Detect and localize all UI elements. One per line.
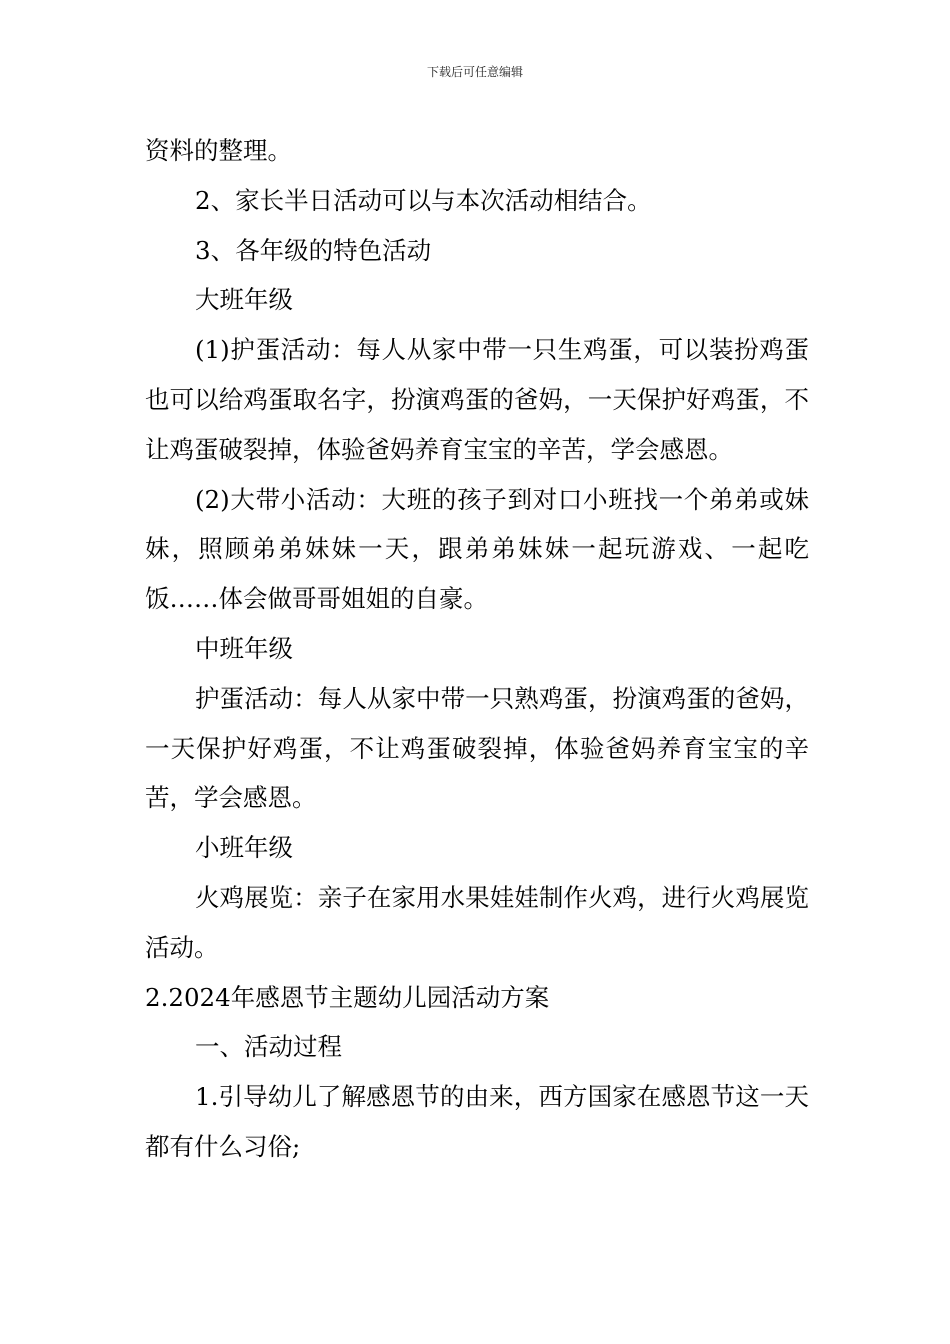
paragraph: 3、各年级的特色活动 <box>195 235 432 265</box>
paragraph: 资料的整理。 <box>145 136 292 165</box>
paragraph: (2)大带小活动：大班的孩子到对口小班找一个弟弟或妹妹，照顾弟弟妹妹一天，跟弟弟妹妹一起玩游戏、一起吃饭……体会做哥哥姐姐的自豪。 <box>145 484 809 614</box>
section-heading: 大班年级 <box>195 285 293 315</box>
paragraph: 护蛋活动：每人从家中带一只熟鸡蛋，扮演鸡蛋的爸妈，一天保护好鸡蛋，不让鸡蛋破裂掉，体验爸妈养育宝宝的辛苦，学会感恩。 <box>145 683 809 813</box>
paragraph: 火鸡展览：亲子在家用水果娃娃制作火鸡，进行火鸡展览活动。 <box>145 882 809 962</box>
document-title: 2.2024年感恩节主题幼儿园活动方案 <box>145 982 550 1012</box>
paragraph: 2、家长半日活动可以与本次活动相结合。 <box>195 185 652 215</box>
page-header: 下载后可任意编辑 <box>426 65 523 79</box>
document-body <box>145 126 809 1172</box>
section-heading: 小班年级 <box>195 833 293 863</box>
section-heading: 中班年级 <box>195 633 293 663</box>
section-heading: 一、活动过程 <box>195 1032 342 1062</box>
paragraph: 1.引导幼儿了解感恩节的由来，西方国家在感恩节这一天都有什么习俗; <box>145 1082 809 1161</box>
paragraph: (1)护蛋活动：每人从家中带一只生鸡蛋，可以装扮鸡蛋也可以给鸡蛋取名字，扮演鸡蛋的爸妈，一天保护好鸡蛋，不让鸡蛋破裂掉，体验爸妈养育宝宝的辛苦，学会感恩。 <box>145 335 809 464</box>
